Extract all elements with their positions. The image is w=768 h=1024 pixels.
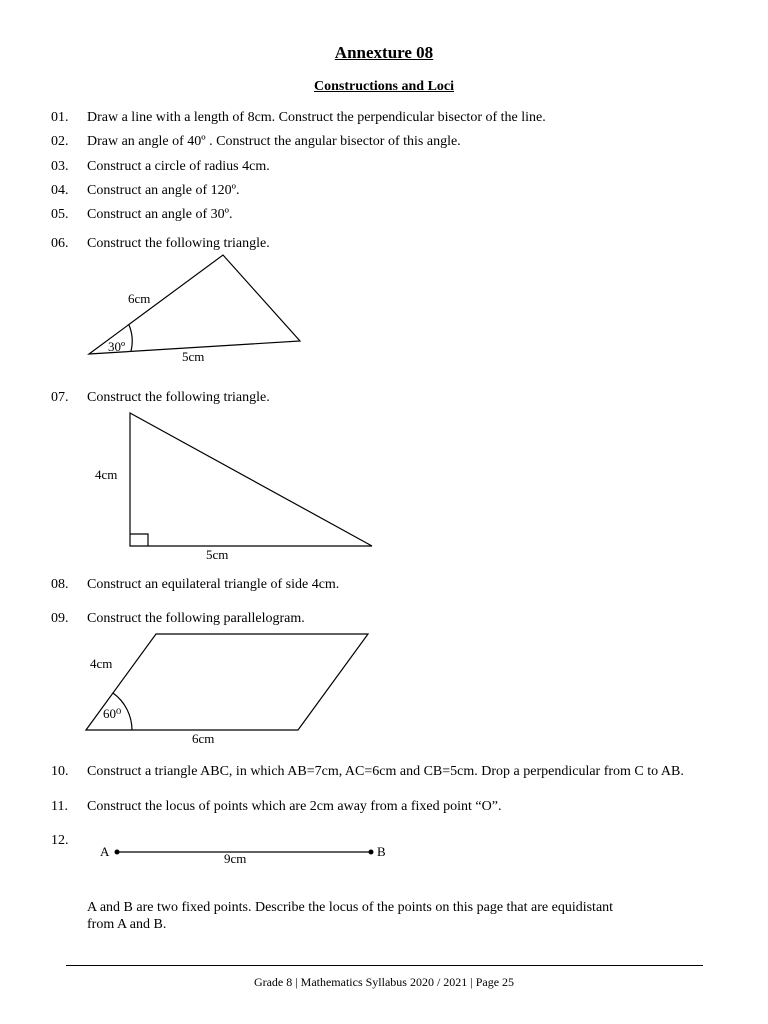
parallelogram-fig09 [86,634,368,730]
fig06-angle-label: 30º [108,339,126,354]
angle-arc [129,325,132,351]
question-number: 07. [51,390,69,405]
question-number: 02. [51,134,69,149]
fig09-base-label: 6cm [192,731,215,746]
point-b-dot [369,850,374,855]
question-text: Construct the following triangle. [87,390,270,405]
question-number: 05. [51,207,69,222]
question-number: 11. [51,799,68,814]
fig09-side-label: 4cm [90,656,113,671]
question-text: Construct an angle of 30º. [87,207,233,222]
fig07-base-label: 5cm [206,547,229,562]
question-text: Draw a line with a length of 8cm. Construct the perpendicular bisector of the line. [87,110,546,125]
question-number: 03. [51,159,69,174]
question-text: Construct a circle of radius 4cm. [87,159,270,174]
question-text: Construct a triangle ABC, in which AB=7cm, AC=6cm and CB=5cm. Drop a perpendicular from C to AB. [87,764,684,779]
question-12-text-line2: from A and B. [87,917,167,932]
question-text: Draw an angle of 40º . Construct the angular bisector of this angle. [87,134,461,149]
triangle-fig07 [130,413,372,546]
page-subtitle: Constructions and Loci [313,79,455,94]
point-a-dot [115,850,120,855]
question-number: 08. [51,577,69,592]
question-number: 10. [51,764,69,779]
fig12-point-b-label: B [377,844,386,859]
question-text: Construct the following parallelogram. [87,611,305,626]
question-text: Construct the locus of points which are 2cm away from a fixed point “O”. [87,799,502,814]
question-number: 04. [51,183,69,198]
question-number: 09. [51,611,69,626]
question-text: Construct an angle of 120º. [87,183,240,198]
fig12-point-a-label: A [100,844,110,859]
question-number: 06. [51,236,69,251]
question-text: Construct an equilateral triangle of side 4cm. [87,577,340,592]
question-12-text-line1: A and B are two fixed points. Describe the locus of the points on this page that are equidistant [87,900,614,915]
page-footer: Grade 8 | Mathematics Syllabus 2020 / 2021 | Page 25 [253,975,515,989]
question-number: 12. [51,833,69,848]
fig07-height-label: 4cm [95,467,118,482]
fig12-length-label: 9cm [224,851,247,866]
fig06-base-label: 5cm [182,349,205,364]
right-angle-marker [130,534,148,546]
question-number: 01. [51,110,69,125]
fig09-angle-label: 60⁰ [103,706,122,721]
triangle-outline [130,413,372,546]
parallelogram-outline [86,634,368,730]
question-text: Construct the following triangle. [87,236,270,251]
fig06-side-label: 6cm [128,291,151,306]
footer-divider [66,965,703,966]
page-title: Annexture 08 [334,43,434,62]
